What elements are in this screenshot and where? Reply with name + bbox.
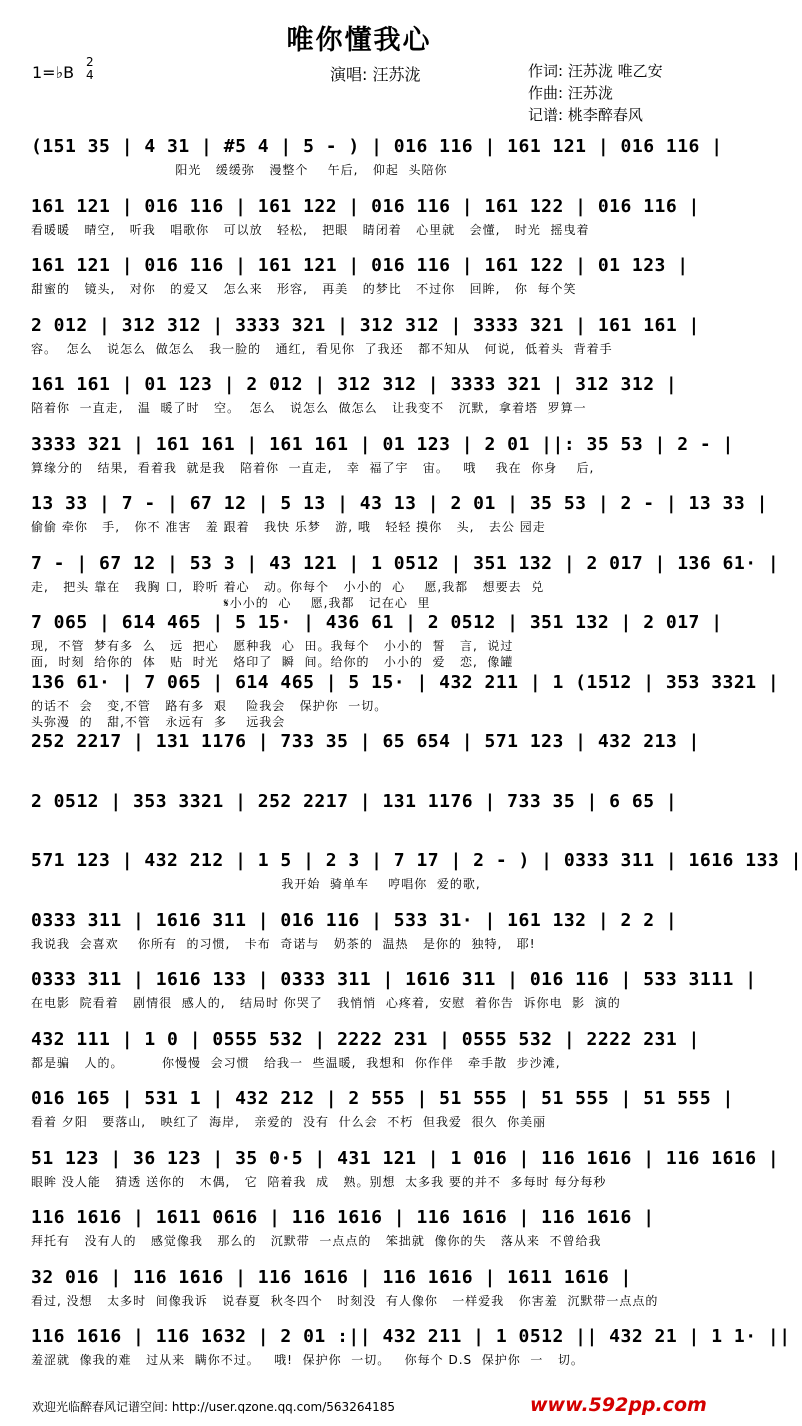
lyric-row: 的话不 会 变,不管 路有多 艰 险我会 保护你 一切。 [31, 699, 388, 713]
lyric-row: 看着 夕阳 要落山, 映红了 海岸, 亲爱的 没有 什么会 不朽 但我爱 很久 你美丽 [31, 1115, 547, 1129]
score-line [31, 604, 723, 669]
score-line [31, 664, 780, 729]
footer-visit-text: 欢迎光临醉春风记谱空间: http://user.qzone.qq.com/563264185 [32, 1400, 396, 1414]
lyric-row-second: 头弥漫 的 甜,不管 永远有 多 远我会 [31, 715, 286, 729]
credits [528, 60, 663, 126]
notation-row: 136 61· | 7 065 | 614 465 | 5 15· | 432 211 | 1 (1512 | 353 3321 | [31, 672, 780, 693]
lyric-row: 看过, 没想 太多时 间像我诉 说春夏 秋冬四个 时刻没 有人像你 一样爱我 你害羞 沉默带一点点的 [31, 1294, 659, 1308]
notation-row: 161 161 | 01 123 | 2 012 | 312 312 | 3333 321 | 312 312 | [31, 374, 678, 395]
score-line [31, 723, 700, 783]
score-line [31, 247, 691, 307]
score-line [31, 1021, 700, 1081]
lyric-row: 在电影 院看着 剧情很 感人的, 结局时 你哭了 我悄悄 心疼着, 安慰 着你告 诉你电 影 演的 [31, 996, 621, 1010]
score-line [31, 485, 768, 545]
lyric-row: 容。 怎么 说怎么 做怎么 我一脸的 通红, 看见你 了我还 都不知从 何说, 低着头 背着手 [31, 342, 613, 356]
notation-row: 13 33 | 7 - | 67 12 | 5 13 | 43 13 | 2 01 | 35 53 | 2 - | 13 33 | [31, 493, 768, 514]
meter-top: 2 [86, 55, 94, 69]
score-line [31, 307, 700, 367]
score-line [31, 1259, 691, 1319]
notation-row: 116 1616 | 1611 0616 | 116 1616 | 116 1616 | 116 1616 | [31, 1207, 655, 1228]
singer: 演唱: 汪苏泷 [330, 65, 421, 84]
lyric-row: 算缘分的 结果, 看着我 就是我 陪着你 一直走, 幸 福了宇 宙。 哦 我在 你身 后, [31, 461, 595, 475]
lyric-row: 眼眸 没人能 猜透 送你的 木偶, 它 陪着我 成 熟。别想 太多我 要的并不 多每时 每分每秒 [31, 1175, 607, 1189]
lyric-row: 我开始 骑单车 哼唱你 爱的歌, [31, 877, 481, 891]
notation-row: 3333 321 | 161 161 | 161 161 | 01 123 | 2 01 ||: 35 53 | 2 - | [31, 434, 734, 455]
score-line [31, 1080, 734, 1140]
notation-row: 432 111 | 1 0 | 0555 532 | 2222 231 | 0555 532 | 2222 231 | [31, 1029, 700, 1050]
score-line [31, 1140, 780, 1200]
lyric-row: 现, 不管 梦有多 么 远 把心 愿种我 心 田。我每个 小小的 誓 言, 说过 [31, 639, 514, 653]
notation-row: 0333 311 | 1616 311 | 016 116 | 533 31· | 161 132 | 2 2 | [31, 910, 678, 931]
lyric-row: 看暖暖 晴空, 听我 唱歌你 可以放 轻松, 把眼 睛闭着 心里就 会懂, 时光 摇曳着 [31, 223, 590, 237]
lyricist: 作词: 汪苏泷 唯乙安 [528, 62, 663, 80]
notation-row: 161 121 | 016 116 | 161 122 | 016 116 | 161 122 | 016 116 | [31, 196, 700, 217]
score-line [31, 426, 734, 486]
score-line [31, 188, 700, 248]
notation-row: (151 35 | 4 31 | #5 4 | 5 - ) | 016 116 | 161 121 | 016 116 | [31, 136, 723, 157]
score-line [31, 783, 691, 843]
lyric-row: 偷偷 牵你 手, 你不 准害 羞 跟着 我快 乐梦 游, 哦 轻轻 摸你 头, 去公 园走 [31, 520, 546, 534]
notation-row: 116 1616 | 116 1632 | 2 01 :|| 432 211 | 1 0512 || 432 21 | 1 1· || [31, 1326, 791, 1347]
notation-row: 161 121 | 016 116 | 161 121 | 016 116 | 161 122 | 01 123 | [31, 255, 689, 276]
lyric-row: 走, 把头 靠在 我胸 口, 聆听 着心 动。你每个 小小的 心 愿,我都 想要去 兑 [31, 580, 545, 594]
lyric-row: 陪着你 一直走, 温 暖了时 空。 怎么 说怎么 做怎么 让我变不 沉默, 拿着塔 罗算一 [31, 401, 587, 415]
notation-row: 51 123 | 36 123 | 35 0·5 | 431 121 | 1 016 | 116 1616 | 116 1616 | [31, 1148, 780, 1169]
lyric-row-second: 面, 时刻 给你的 体 贴 时光 烙印了 瞬 间。给你的 小小的 爱 恋, 像罐 [31, 655, 514, 669]
lyric-row: 拜托有 没有人的 感觉像我 那么的 沉默带 一点点的 笨拙就 像你的失 落从来 不曾给我 [31, 1234, 602, 1248]
notation-row: 7 065 | 614 465 | 5 15· | 436 61 | 2 0512 | 351 132 | 2 017 | [31, 612, 723, 633]
footer-site: www.592pp.com [530, 1394, 707, 1416]
notation-row: 2 012 | 312 312 | 3333 321 | 312 312 | 3333 321 | 161 161 | [31, 315, 700, 336]
notation-row: 7 - | 67 12 | 53 3 | 43 121 | 1 0512 | 351 132 | 2 017 | 136 61· | [31, 553, 780, 574]
lyric-row: 羞涩就 像我的难 过从来 瞒你不过。 哦! 保护你 一切。 你每个 D.S 保护你 一 切。 [31, 1353, 584, 1367]
key-signature: 1=♭B [32, 63, 75, 82]
time-signature [86, 56, 94, 82]
lyric-row: 甜蜜的 镜头, 对你 的爱又 怎么来 形容, 再美 的梦比 不过你 回眸, 你 每个笑 [31, 282, 577, 296]
score-line [31, 1318, 791, 1378]
score-line [31, 545, 780, 610]
lyric-row: 我说我 会喜欢 你所有 的习惯, 卡布 奇诺与 奶茶的 温热 是你的 独特, 耶! [31, 937, 536, 951]
notation-row: 016 165 | 531 1 | 432 212 | 2 555 | 51 555 | 51 555 | 51 555 | [31, 1088, 734, 1109]
notation-row: 32 016 | 116 1616 | 116 1616 | 116 1616 | 1611 1616 | [31, 1267, 632, 1288]
score-line [31, 902, 691, 962]
score-line [31, 366, 691, 426]
notation-row: 252 2217 | 131 1176 | 733 35 | 65 654 | 571 123 | 432 213 | [31, 731, 700, 752]
score-line [31, 1199, 691, 1259]
lyric-row: 都是骗 人的。 你慢慢 会习惯 给我一 些温暖, 我想和 你作伴 牵手散 步沙滩, [31, 1056, 561, 1070]
song-title: 唯你懂我心 [286, 25, 432, 56]
score-line [31, 128, 723, 188]
notation-row: 571 123 | 432 212 | 1 5 | 2 3 | 7 17 | 2 - ) | 0333 311 | 1616 133 | [31, 850, 802, 871]
score-line [31, 961, 757, 1021]
composer: 作曲: 汪苏泷 [528, 84, 613, 102]
notation-row: 0333 311 | 1616 133 | 0333 311 | 1616 311 | 016 116 | 533 3111 | [31, 969, 757, 990]
notation-row: 2 0512 | 353 3321 | 252 2217 | 131 1176 | 733 35 | 6 65 | [31, 791, 678, 812]
lyric-row: 阳光 缓缓弥 漫整个 午后, 仰起 头陪你 [31, 163, 448, 177]
lyric-row-second: 𝄋小小的 心 愿,我都 记在心 里 [31, 596, 431, 610]
score-line [31, 842, 802, 902]
meter-bottom: 4 [86, 68, 94, 82]
transcriber: 记谱: 桃李醉春风 [528, 106, 643, 124]
